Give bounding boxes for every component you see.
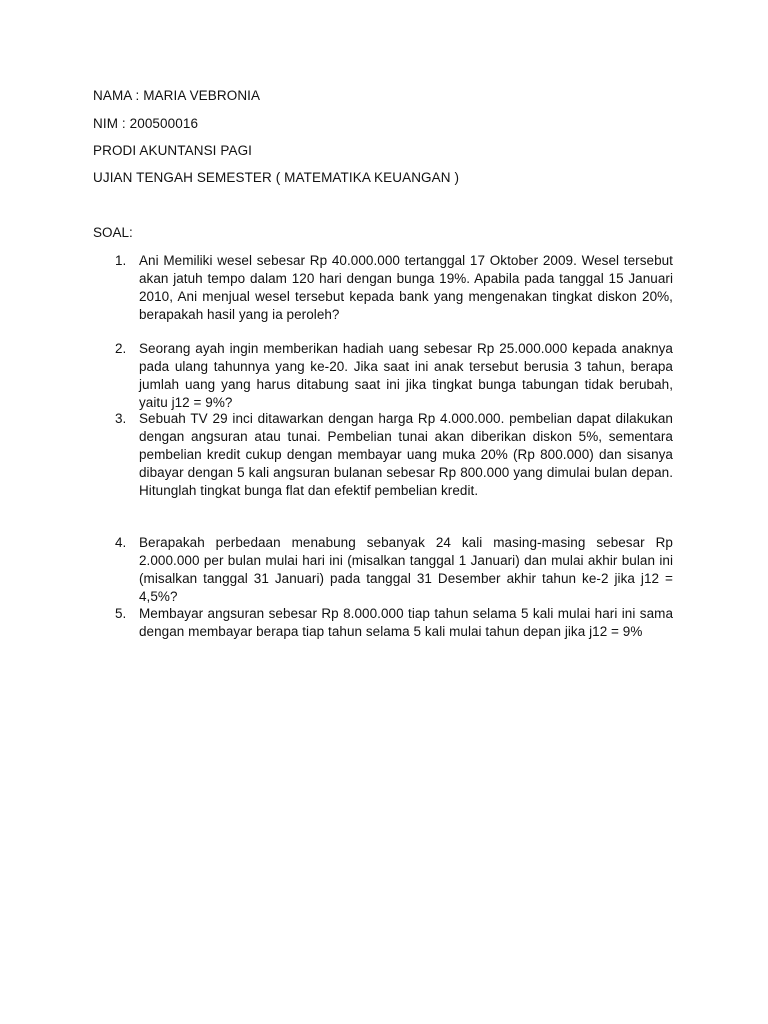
exam-title-line: UJIAN TENGAH SEMESTER ( MATEMATIKA KEUANGAN ) <box>93 170 460 185</box>
question-text: Seorang ayah ingin memberikan hadiah uang sebesar Rp 25.000.000 kepada anaknya pada ulang tahunnya yang ke-20. Jika saat ini anak tersebut berusia 3 tahun, berapa jumlah uang yang harus ditabung saat ini jika tingkat bunga tabungan tidak berubah, yaitu j12 = 9%? <box>139 341 673 410</box>
question-number: 4. <box>115 535 127 550</box>
student-nim-line: NIM : 200500016 <box>93 116 199 131</box>
question-number: 1. <box>115 253 127 268</box>
study-program-line: PRODI AKUNTANSI PAGI <box>93 143 253 158</box>
questions-heading: SOAL: <box>93 225 133 240</box>
student-name-line: NAMA : MARIA VEBRONIA <box>93 88 261 103</box>
question-text: Berapakah perbedaan menabung sebanyak 24 kali masing-masing sebesar Rp 2.000.000 per bulan mulai hari ini (misalkan tanggal 1 Januari) dan mulai akhir bulan ini (misalkan tanggal 31 Januari) pada tanggal 31 Desember akhir tahun ke-2 jika j12 = 4,5%? <box>139 535 673 604</box>
question-text: Membayar angsuran sebesar Rp 8.000.000 tiap tahun selama 5 kali mulai hari ini sama dengan membayar berapa tiap tahun selama 5 kali mulai tahun depan jika j12 = 9% <box>139 606 673 639</box>
question-number: 5. <box>115 606 127 621</box>
question-text: Ani Memiliki wesel sebesar Rp 40.000.000 tertanggal 17 Oktober 2009. Wesel tersebut akan jatuh tempo dalam 120 hari dengan bunga 19%. Apabila pada tanggal 15 Januari 2010, Ani menjual wesel tersebut kepada bank yang mengenakan tingkat diskon 20%, berapakah hasil yang ia peroleh? <box>139 253 673 322</box>
question-text: Sebuah TV 29 inci ditawarkan dengan harga Rp 4.000.000. pembelian dapat dilakukan dengan angsuran atau tunai. Pembelian tunai akan diberikan diskon 5%, sementara pembelian kredit cukup dengan membayar uang muka 20% (Rp 800.000) dan sisanya dibayar dengan 5 kali angsuran bulanan sebesar Rp 800.000 yang dimulai bulan depan. Hitunglah tingkat bunga flat dan efektif pembelian kredit. <box>139 411 673 498</box>
question-number: 3. <box>115 411 127 426</box>
question-number: 2. <box>115 341 127 356</box>
